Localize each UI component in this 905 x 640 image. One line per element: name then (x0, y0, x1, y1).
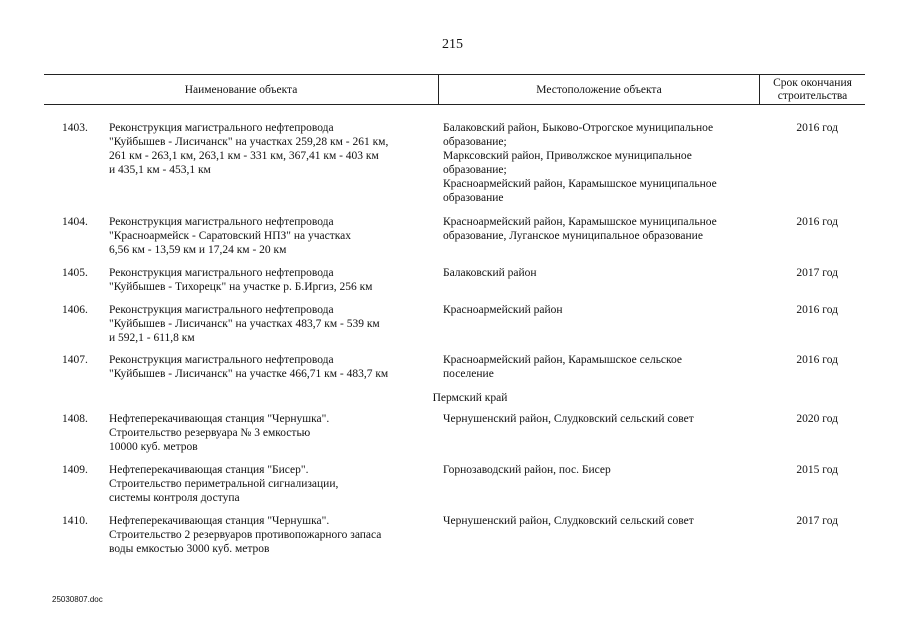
object-name-line: Нефтеперекачивающая станция "Бисер". (109, 464, 309, 476)
header-date-line: Срок окончания (773, 76, 852, 89)
table-header (44, 74, 865, 105)
row-number: 1410. (62, 515, 88, 527)
object-name-line: Реконструкция магистрального нефтепровода (109, 216, 334, 228)
object-location-line: образование; (443, 136, 507, 148)
object-name-line: Реконструкция магистрального нефтепровода (109, 267, 334, 279)
object-name-line: 10000 куб. метров (109, 441, 198, 453)
object-location-line: поселение (443, 368, 494, 380)
row-number: 1404. (62, 216, 88, 228)
row-number: 1409. (62, 464, 88, 476)
object-location-line: образование; (443, 164, 507, 176)
object-name-line: и 592,1 - 611,8 км (109, 332, 195, 344)
object-location (443, 412, 763, 426)
object-name (109, 121, 429, 177)
page-number: 215 (442, 37, 463, 52)
object-name-line: "Куйбышев - Лисичанск" на участках 259,28 км - 261 км, (109, 136, 389, 148)
row-number: 1407. (62, 354, 88, 366)
object-name-line: Строительство 2 резервуаров противопожарного запаса (109, 529, 382, 541)
object-name-line: и 435,1 км - 453,1 км (109, 164, 211, 176)
object-location-line: образование, Луганское муниципальное образование (443, 230, 703, 242)
header-location: Местоположение объекта (439, 75, 760, 104)
object-name (109, 303, 429, 345)
completion-date: 2016 год (796, 216, 838, 228)
object-name (109, 215, 429, 257)
completion-date: 2015 год (796, 464, 838, 476)
object-name (109, 514, 429, 556)
object-name-line: "Куйбышев - Лисичанск" на участках 483,7 км - 539 км (109, 318, 380, 330)
object-name-line: Нефтеперекачивающая станция "Чернушка". (109, 413, 330, 425)
completion-date: 2020 год (796, 413, 838, 425)
header-name: Наименование объекта (44, 75, 439, 104)
object-name-line: воды емкостью 3000 куб. метров (109, 543, 270, 555)
row-number: 1405. (62, 267, 88, 279)
completion-date: 2016 год (796, 122, 838, 134)
object-name-line: 6,56 км - 13,59 км и 17,24 км - 20 км (109, 244, 287, 256)
object-location (443, 514, 763, 528)
header-date-line: строительства (777, 89, 848, 102)
object-location-line: Красноармейский район (443, 304, 563, 316)
object-location-line: Балаковский район, Быково-Отрогское муниципальное (443, 122, 714, 134)
object-location-line: Красноармейский район, Карамышское муниципальное (443, 178, 717, 190)
completion-date: 2017 год (796, 515, 838, 527)
object-location-line: Балаковский район (443, 267, 537, 279)
row-number: 1408. (62, 413, 88, 425)
object-location-line: Чернушенский район, Слудковский сельский совет (443, 413, 694, 425)
object-location-line: Марксовский район, Приволжское муниципальное (443, 150, 692, 162)
object-name-line: системы контроля доступа (109, 492, 240, 504)
object-location-line: Чернушенский район, Слудковский сельский совет (443, 515, 694, 527)
object-name-line: Реконструкция магистрального нефтепровода (109, 354, 334, 366)
object-location (443, 215, 763, 243)
region-heading: Пермский край (432, 392, 508, 404)
object-name-line: Реконструкция магистрального нефтепровода (109, 122, 334, 134)
object-name-line: "Красноармейск - Саратовский НПЗ" на участках (109, 230, 352, 242)
completion-date: 2017 год (796, 267, 838, 279)
object-location (443, 266, 763, 280)
object-name-line: 261 км - 263,1 км, 263,1 км - 331 км, 367,41 км - 403 км (109, 150, 379, 162)
object-location-line: Красноармейский район, Карамышское сельское (443, 354, 683, 366)
object-name-line: Строительство периметральной сигнализации, (109, 478, 339, 490)
row-number: 1403. (62, 122, 88, 134)
object-name (109, 463, 429, 505)
object-name (109, 266, 429, 294)
completion-date: 2016 год (796, 354, 838, 366)
object-location-line: Горнозаводский район, пос. Бисер (443, 464, 611, 476)
row-number: 1406. (62, 304, 88, 316)
object-name-line: Нефтеперекачивающая станция "Чернушка". (109, 515, 330, 527)
object-name-line: "Куйбышев - Тихорецк" на участке р. Б.Иргиз, 256 км (109, 281, 373, 293)
object-location (443, 463, 763, 477)
object-name-line: "Куйбышев - Лисичанск" на участке 466,71 км - 483,7 км (109, 368, 389, 380)
object-name (109, 353, 429, 381)
completion-date: 2016 год (796, 304, 838, 316)
object-name (109, 412, 429, 454)
object-location-line: Красноармейский район, Карамышское муниципальное (443, 216, 717, 228)
object-location (443, 353, 763, 381)
header-date (760, 75, 865, 104)
object-location-line: образование (443, 192, 504, 204)
object-location (443, 121, 763, 205)
object-name-line: Реконструкция магистрального нефтепровода (109, 304, 334, 316)
footer-filename: 25030807.doc (52, 595, 103, 604)
object-location (443, 303, 763, 317)
object-name-line: Строительство резервуара № 3 емкостью (109, 427, 311, 439)
